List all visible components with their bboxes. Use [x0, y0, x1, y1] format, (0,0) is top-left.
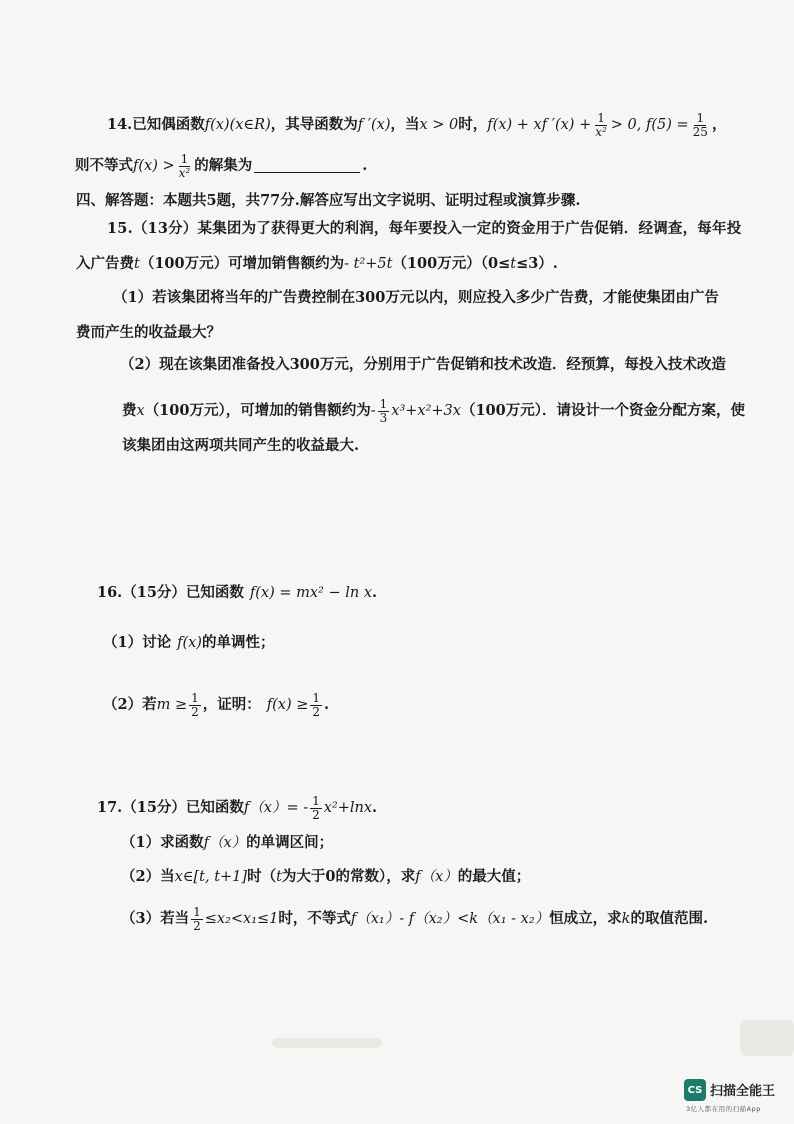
q15-text: （100万元），可增加的销售额约为 [144, 402, 371, 420]
fraction-numerator: 1 [379, 397, 388, 411]
q14-line1 [107, 112, 726, 139]
q16-text: . [324, 696, 330, 714]
q16-fraction [310, 692, 322, 719]
q15-line5: （2）现在该集团准备投入300万元，分别用于广告促销和技术改造．经预算，每投入技术改造 [120, 356, 726, 373]
q17-line2 [121, 836, 333, 851]
q15-text: （100万元）可增加销售额约为 [139, 255, 345, 272]
q17-math: x∈[t, t+1] [174, 869, 248, 885]
q14-text: 时， [458, 116, 488, 134]
q14-text: ，当 [390, 116, 420, 134]
q14-text: 14.已知偶函数 [107, 116, 205, 134]
q16-line2 [103, 636, 274, 651]
fraction-denominator: 2 [193, 919, 201, 933]
q17-math: ≤x₂<x₁≤1 [204, 911, 279, 928]
q16-math: f(x) ≥ [266, 697, 309, 714]
q15-line2 [76, 257, 558, 272]
q15-math: t [134, 256, 140, 272]
q16-text: （1）讨论 [103, 634, 172, 651]
q14-math: > 0, f(5) = [610, 117, 689, 134]
q14-text: . [362, 157, 368, 175]
q14-math: f(x) > [133, 158, 175, 175]
q14-fraction [593, 112, 609, 139]
q17-text: 恒成立，求 [549, 910, 622, 928]
q14-text: 的解集为 [194, 157, 253, 175]
fraction-numerator: 1 [312, 794, 320, 808]
scanner-logo-icon: CS [684, 1079, 706, 1101]
section-heading: 四、解答题：本题共5题，共77分.解答应写出文字说明、证明过程或演算步骤. [76, 192, 581, 209]
fraction-denominator: 25 [692, 125, 708, 139]
q14-text: 则不等式 [75, 157, 133, 175]
scanner-app-name: 扫描全能王 [710, 1084, 776, 1099]
q14-text: ， [711, 116, 727, 134]
q17-text: . [372, 799, 378, 817]
q17-text: 时（ [247, 868, 277, 885]
scanner-app-tagline: 3亿人都在用的扫描App [686, 1105, 761, 1113]
q15-math: x [136, 403, 145, 420]
q17-line4 [121, 906, 708, 933]
q15-text: 费 [122, 402, 137, 420]
q14-math: f(x) + xf ′(x) + [487, 117, 592, 134]
fraction-denominator: 2 [312, 808, 320, 822]
q15-text: 入广告费 [76, 255, 134, 272]
fraction-numerator: 1 [191, 691, 199, 705]
q16-math: m ≥ [156, 697, 188, 714]
q15-math: - t²+5t [344, 256, 393, 272]
q17-math: f（x₁）- f（x₂）<k（x₁ - x₂） [350, 911, 550, 928]
fraction-numerator: 1 [597, 111, 605, 125]
q17-text: 的单调区间； [246, 834, 334, 851]
q17-math: f（x） [203, 835, 247, 851]
q15-math: t [510, 256, 517, 272]
q16-text: （2）若 [103, 696, 157, 714]
q17-math: k [621, 911, 631, 928]
q17-text: 的取值范围. [630, 910, 709, 928]
q16-line1 [97, 586, 377, 601]
scan-smudge [272, 1038, 382, 1048]
fraction-numerator: 1 [193, 905, 201, 919]
q16-text: 的单调性； [201, 634, 275, 651]
q14-fraction [691, 112, 710, 139]
q15-line4: 费而产生的收益最大？ [76, 324, 221, 341]
q15-math: - [370, 403, 376, 420]
q17-text: 时，不等式 [278, 910, 351, 928]
fraction-denominator: x² [178, 166, 191, 180]
fraction-denominator: 2 [312, 705, 321, 719]
q17-line1 [97, 795, 377, 822]
q17-text: 为大于0的常数），求 [281, 868, 416, 885]
q15-line6 [122, 398, 745, 425]
fraction-denominator: 2 [191, 705, 199, 719]
answer-blank [254, 160, 360, 173]
q17-text: （3）若当 [121, 910, 190, 928]
q15-text: ≤3）. [516, 255, 558, 272]
q17-text: 的最大值； [457, 868, 531, 885]
q16-text: . [372, 584, 378, 601]
q15-math: x³+x²+3x [391, 403, 461, 420]
q17-line3 [121, 870, 530, 885]
q15-text: （100万元）（0≤ [392, 255, 511, 272]
q14-fraction [177, 153, 193, 180]
fraction-denominator: 3 [379, 411, 388, 425]
q16-math: f(x) [177, 635, 202, 651]
q17-math: f（x）= - [243, 800, 309, 817]
q17-math: t [276, 869, 282, 885]
fraction-numerator: 1 [312, 691, 321, 705]
q15-line3: （1）若该集团将当年的广告费控制在300万元以内，则应投入多少广告费，才能使集团由广告 [113, 289, 719, 306]
q14-line2 [75, 153, 367, 180]
q16-math: f(x) = mx² − ln x [249, 585, 373, 601]
q15-line1: 15.（13分）某集团为了获得更大的利润，每年要投入一定的资金用于广告促销．经调查，每年投 [107, 220, 742, 237]
q14-math: f ′(x) [357, 117, 391, 134]
q15-fraction [378, 398, 390, 425]
fraction-numerator: 1 [696, 111, 705, 125]
q17-fraction [191, 906, 203, 933]
q15-line7: 该集团由这两项共同产生的收益最大. [122, 437, 360, 454]
fraction-numerator: 1 [180, 152, 189, 166]
q16-line3 [103, 692, 329, 719]
q17-fraction [310, 795, 322, 822]
q17-math: x²+lnx [323, 800, 373, 817]
q14-math: f(x)(x∈R) [204, 117, 271, 134]
q15-text: （100万元）．请设计一个资金分配方案，使 [460, 402, 745, 420]
q17-text: （1）求函数 [121, 834, 204, 851]
q17-math: f（x） [415, 869, 458, 885]
q16-fraction [189, 692, 201, 719]
scan-smudge [740, 1020, 794, 1056]
q17-text: （2）当 [121, 868, 175, 885]
q14-text: ，其导函数为 [270, 116, 358, 134]
q16-text: ，证明： [202, 696, 261, 714]
fraction-denominator: x² [595, 125, 607, 139]
q14-math: x > 0 [419, 117, 459, 134]
q17-text: 17.（15分）已知函数 [97, 799, 244, 817]
q16-text: 16.（15分）已知函数 [97, 584, 244, 601]
